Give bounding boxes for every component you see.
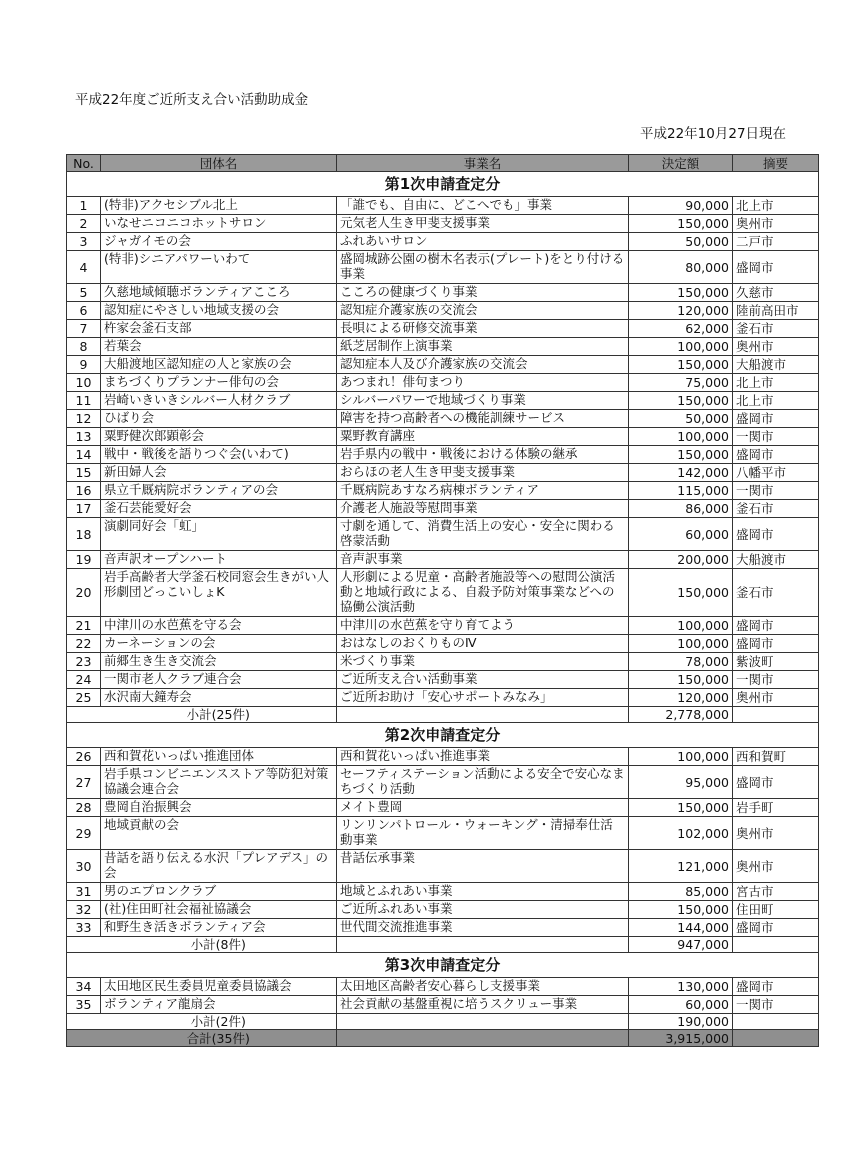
- project-name: リンリンパトロール・ウォーキング・清掃奉仕活動事業: [337, 817, 629, 850]
- group-name: 音声訳オープンハート: [101, 551, 337, 569]
- section-heading-row: [67, 953, 819, 978]
- row-number: 24: [67, 671, 101, 689]
- total-label: 合計(35件): [101, 1030, 337, 1047]
- note: 北上市: [733, 374, 819, 392]
- row-number: 30: [67, 850, 101, 883]
- project-name: 西和賀花いっぱい推進事業: [337, 748, 629, 766]
- project-name: 昔話伝承事業: [337, 850, 629, 883]
- group-name: 岩手県コンビニエンスストア等防犯対策協議会連合会: [101, 766, 337, 799]
- amount: 90,000: [629, 197, 733, 215]
- table-row: [67, 850, 819, 883]
- note: 大船渡市: [733, 356, 819, 374]
- section-heading-row: [67, 172, 819, 197]
- subtotal-amount: 190,000: [629, 1014, 733, 1030]
- table-row: [67, 464, 819, 482]
- row-number: 33: [67, 919, 101, 937]
- project-name: ご近所ふれあい事業: [337, 901, 629, 919]
- note: 一関市: [733, 996, 819, 1014]
- project-name: 盛岡城跡公園の樹木名表示(プレート)をとり付ける事業: [337, 251, 629, 284]
- note: 盛岡市: [733, 617, 819, 635]
- note: 盛岡市: [733, 251, 819, 284]
- header-note: 摘要: [733, 155, 819, 172]
- project-name: 太田地区高齢者安心暮らし支援事業: [337, 978, 629, 996]
- project-name: 世代間交流推進事業: [337, 919, 629, 937]
- table-row: [67, 617, 819, 635]
- note: 釜石市: [733, 569, 819, 617]
- amount: 100,000: [629, 748, 733, 766]
- note: 宮古市: [733, 883, 819, 901]
- subtotal-label: 小計(25件): [101, 707, 337, 723]
- amount: 115,000: [629, 482, 733, 500]
- group-name: カーネーションの会: [101, 635, 337, 653]
- subtotal-blank-3: [733, 707, 819, 723]
- amount: 95,000: [629, 766, 733, 799]
- amount: 100,000: [629, 338, 733, 356]
- row-number: 2: [67, 215, 101, 233]
- subtotal-blank: [67, 1014, 101, 1030]
- group-name: いなせニコニコホットサロン: [101, 215, 337, 233]
- note: 奥州市: [733, 338, 819, 356]
- row-number: 10: [67, 374, 101, 392]
- group-name: 地域貢献の会: [101, 817, 337, 850]
- section-heading: 第1次申請査定分: [67, 172, 819, 197]
- project-name: 米づくり事業: [337, 653, 629, 671]
- row-number: 4: [67, 251, 101, 284]
- table-row: [67, 671, 819, 689]
- group-name: 久慈地域傾聴ボランティアこころ: [101, 284, 337, 302]
- table-row: [67, 374, 819, 392]
- row-number: 20: [67, 569, 101, 617]
- group-name: (社)住田町社会福祉協議会: [101, 901, 337, 919]
- subtotal-blank-3: [733, 937, 819, 953]
- note: 久慈市: [733, 284, 819, 302]
- row-number: 28: [67, 799, 101, 817]
- table-row: [67, 197, 819, 215]
- project-name: こころの健康づくり事業: [337, 284, 629, 302]
- group-name: 豊岡自治振興会: [101, 799, 337, 817]
- note: 盛岡市: [733, 978, 819, 996]
- group-name: (特非)アクセシブル北上: [101, 197, 337, 215]
- note: 奥州市: [733, 215, 819, 233]
- table-row: [67, 653, 819, 671]
- project-name: 千厩病院あすなろ病棟ボランティア: [337, 482, 629, 500]
- row-number: 14: [67, 446, 101, 464]
- project-name: 「誰でも、自由に、どこへでも」事業: [337, 197, 629, 215]
- group-name: 認知症にやさしい地域支援の会: [101, 302, 337, 320]
- note: 岩手町: [733, 799, 819, 817]
- row-number: 19: [67, 551, 101, 569]
- total-row: [67, 1030, 819, 1047]
- amount: 60,000: [629, 996, 733, 1014]
- section-heading: 第3次申請査定分: [67, 953, 819, 978]
- row-number: 3: [67, 233, 101, 251]
- project-name: おらほの老人生き甲斐支援事業: [337, 464, 629, 482]
- project-name: ご近所支え合い活動事業: [337, 671, 629, 689]
- group-name: 県立千厩病院ボランティアの会: [101, 482, 337, 500]
- amount: 121,000: [629, 850, 733, 883]
- row-number: 35: [67, 996, 101, 1014]
- project-name: あつまれ！俳句まつり: [337, 374, 629, 392]
- amount: 142,000: [629, 464, 733, 482]
- group-name: (特非)シニアパワーいわて: [101, 251, 337, 284]
- table-row: [67, 978, 819, 996]
- project-name: 介護老人施設等慰問事業: [337, 500, 629, 518]
- row-number: 21: [67, 617, 101, 635]
- note: 奥州市: [733, 817, 819, 850]
- group-name: 岩手高齢者大学釜石校同窓会生きがい人形劇団どっこいしょK: [101, 569, 337, 617]
- subtotal-amount: 2,778,000: [629, 707, 733, 723]
- row-number: 25: [67, 689, 101, 707]
- project-name: 元気老人生き甲斐支援事業: [337, 215, 629, 233]
- project-name: 認知症介護家族の交流会: [337, 302, 629, 320]
- project-name: 中津川の水芭蕉を守り育てよう: [337, 617, 629, 635]
- group-name: 西和賀花いっぱい推進団体: [101, 748, 337, 766]
- group-name: 岩崎いきいきシルバー人材クラブ: [101, 392, 337, 410]
- group-name: 杵家会釜石支部: [101, 320, 337, 338]
- group-name: 太田地区民生委員児童委員協議会: [101, 978, 337, 996]
- table-body: [67, 172, 819, 1047]
- row-number: 31: [67, 883, 101, 901]
- note: 西和賀町: [733, 748, 819, 766]
- table-row: [67, 356, 819, 374]
- project-name: セーフティステーション活動による安全で安心なまちづくり活動: [337, 766, 629, 799]
- table-row: [67, 551, 819, 569]
- amount: 150,000: [629, 356, 733, 374]
- section-heading-row: [67, 723, 819, 748]
- table-row: [67, 251, 819, 284]
- project-name: ふれあいサロン: [337, 233, 629, 251]
- amount: 130,000: [629, 978, 733, 996]
- table-row: [67, 338, 819, 356]
- group-name: 演劇同好会「虹」: [101, 518, 337, 551]
- table-row: [67, 635, 819, 653]
- subtotal-row: [67, 1014, 819, 1030]
- row-number: 16: [67, 482, 101, 500]
- total-blank-2: [337, 1030, 629, 1047]
- note: 盛岡市: [733, 518, 819, 551]
- table-row: [67, 799, 819, 817]
- group-name: 一関市老人クラブ連合会: [101, 671, 337, 689]
- table-row: [67, 919, 819, 937]
- table-row: [67, 500, 819, 518]
- amount: 60,000: [629, 518, 733, 551]
- subtotal-label: 小計(2件): [101, 1014, 337, 1030]
- subtotal-blank: [67, 937, 101, 953]
- amount: 150,000: [629, 446, 733, 464]
- note: 釜石市: [733, 320, 819, 338]
- table-row: [67, 996, 819, 1014]
- group-name: 中津川の水芭蕉を守る会: [101, 617, 337, 635]
- subtotal-amount: 947,000: [629, 937, 733, 953]
- table-row: [67, 883, 819, 901]
- subtotal-blank: [67, 707, 101, 723]
- group-name: 和野生き活きボランティア会: [101, 919, 337, 937]
- subtotal-blank-2: [337, 937, 629, 953]
- amount: 100,000: [629, 617, 733, 635]
- project-name: 長唄による研修交流事業: [337, 320, 629, 338]
- row-number: 22: [67, 635, 101, 653]
- amount: 50,000: [629, 410, 733, 428]
- project-name: ご近所お助け「安心サポートみなみ」: [337, 689, 629, 707]
- note: 一関市: [733, 671, 819, 689]
- amount: 80,000: [629, 251, 733, 284]
- project-name: 社会貢献の基盤重視に培うスクリュー事業: [337, 996, 629, 1014]
- amount: 150,000: [629, 284, 733, 302]
- table-row: [67, 901, 819, 919]
- group-name: ひばり会: [101, 410, 337, 428]
- amount: 100,000: [629, 635, 733, 653]
- amount: 120,000: [629, 302, 733, 320]
- note: 盛岡市: [733, 766, 819, 799]
- group-name: 新田婦人会: [101, 464, 337, 482]
- total-amount: 3,915,000: [629, 1030, 733, 1047]
- project-name: 紙芝居制作上演事業: [337, 338, 629, 356]
- note: 陸前高田市: [733, 302, 819, 320]
- amount: 144,000: [629, 919, 733, 937]
- amount: 85,000: [629, 883, 733, 901]
- group-name: 戦中・戦後を語りつぐ会(いわて): [101, 446, 337, 464]
- project-name: 障害を持つ高齢者への機能訓練サービス: [337, 410, 629, 428]
- row-number: 32: [67, 901, 101, 919]
- row-number: 17: [67, 500, 101, 518]
- table-row: [67, 817, 819, 850]
- note: 盛岡市: [733, 919, 819, 937]
- table-row: [67, 482, 819, 500]
- row-number: 34: [67, 978, 101, 996]
- group-name: 大船渡地区認知症の人と家族の会: [101, 356, 337, 374]
- row-number: 15: [67, 464, 101, 482]
- table-row: [67, 392, 819, 410]
- project-name: 寸劇を通して、消費生活上の安心・安全に関わる啓蒙活動: [337, 518, 629, 551]
- table-row: [67, 766, 819, 799]
- amount: 100,000: [629, 428, 733, 446]
- note: 奥州市: [733, 850, 819, 883]
- table-row: [67, 569, 819, 617]
- table-row: [67, 233, 819, 251]
- amount: 102,000: [629, 817, 733, 850]
- table-row: [67, 302, 819, 320]
- note: 盛岡市: [733, 410, 819, 428]
- total-blank: [67, 1030, 101, 1047]
- note: 北上市: [733, 392, 819, 410]
- document-title: 平成22年度ご近所支え合い活動助成金: [75, 92, 309, 108]
- header-project: 事業名: [337, 155, 629, 172]
- subtotal-blank-2: [337, 707, 629, 723]
- row-number: 13: [67, 428, 101, 446]
- row-number: 5: [67, 284, 101, 302]
- row-number: 7: [67, 320, 101, 338]
- note: 一関市: [733, 428, 819, 446]
- header-amount: 決定額: [629, 155, 733, 172]
- note: 二戸市: [733, 233, 819, 251]
- table-row: [67, 215, 819, 233]
- amount: 86,000: [629, 500, 733, 518]
- group-name: まちづくりプランナー俳句の会: [101, 374, 337, 392]
- row-number: 8: [67, 338, 101, 356]
- note: 釜石市: [733, 500, 819, 518]
- project-name: 岩手県内の戦中・戦後における体験の継承: [337, 446, 629, 464]
- as-of-date: 平成22年10月27日現在: [640, 126, 787, 142]
- project-name: シルバーパワーで地域づくり事業: [337, 392, 629, 410]
- table-row: [67, 410, 819, 428]
- row-number: 11: [67, 392, 101, 410]
- row-number: 1: [67, 197, 101, 215]
- row-number: 23: [67, 653, 101, 671]
- note: 北上市: [733, 197, 819, 215]
- amount: 120,000: [629, 689, 733, 707]
- table-row: [67, 284, 819, 302]
- group-name: 前郷生き生き交流会: [101, 653, 337, 671]
- group-name: 粟野健次郎顕彰会: [101, 428, 337, 446]
- note: 一関市: [733, 482, 819, 500]
- row-number: 18: [67, 518, 101, 551]
- table-row: [67, 446, 819, 464]
- amount: 150,000: [629, 901, 733, 919]
- grant-table: [66, 154, 819, 1047]
- project-name: おはなしのおくりものⅣ: [337, 635, 629, 653]
- table-row: [67, 320, 819, 338]
- table-row: [67, 518, 819, 551]
- note: 盛岡市: [733, 635, 819, 653]
- amount: 150,000: [629, 569, 733, 617]
- subtotal-blank-2: [337, 1014, 629, 1030]
- note: 盛岡市: [733, 446, 819, 464]
- amount: 150,000: [629, 215, 733, 233]
- amount: 75,000: [629, 374, 733, 392]
- note: 八幡平市: [733, 464, 819, 482]
- section-heading: 第2次申請査定分: [67, 723, 819, 748]
- group-name: 男のエプロンクラブ: [101, 883, 337, 901]
- note: 奥州市: [733, 689, 819, 707]
- total-blank-3: [733, 1030, 819, 1047]
- row-number: 12: [67, 410, 101, 428]
- group-name: ボランティア龍扇会: [101, 996, 337, 1014]
- subtotal-blank-3: [733, 1014, 819, 1030]
- amount: 62,000: [629, 320, 733, 338]
- subtotal-row: [67, 937, 819, 953]
- project-name: 粟野教育講座: [337, 428, 629, 446]
- project-name: 人形劇による児童・高齢者施設等への慰問公演活動と地域行政による、自殺予防対策事業などへの協働公演活動: [337, 569, 629, 617]
- amount: 150,000: [629, 392, 733, 410]
- header-no: No.: [67, 155, 101, 172]
- amount: 150,000: [629, 799, 733, 817]
- row-number: 6: [67, 302, 101, 320]
- subtotal-label: 小計(8件): [101, 937, 337, 953]
- note: 紫波町: [733, 653, 819, 671]
- note: 大船渡市: [733, 551, 819, 569]
- amount: 78,000: [629, 653, 733, 671]
- header-group: 団体名: [101, 155, 337, 172]
- row-number: 27: [67, 766, 101, 799]
- note: 住田町: [733, 901, 819, 919]
- row-number: 9: [67, 356, 101, 374]
- subtotal-row: [67, 707, 819, 723]
- row-number: 26: [67, 748, 101, 766]
- table-row: [67, 748, 819, 766]
- amount: 50,000: [629, 233, 733, 251]
- group-name: 若葉会: [101, 338, 337, 356]
- group-name: ジャガイモの会: [101, 233, 337, 251]
- project-name: 認知症本人及び介護家族の交流会: [337, 356, 629, 374]
- amount: 200,000: [629, 551, 733, 569]
- table-row: [67, 689, 819, 707]
- project-name: メイト豊岡: [337, 799, 629, 817]
- group-name: 昔話を語り伝える水沢「プレアデス」の会: [101, 850, 337, 883]
- group-name: 釜石芸能愛好会: [101, 500, 337, 518]
- table-row: [67, 428, 819, 446]
- project-name: 音声訳事業: [337, 551, 629, 569]
- amount: 150,000: [629, 671, 733, 689]
- row-number: 29: [67, 817, 101, 850]
- table-header-row: [67, 155, 819, 172]
- group-name: 水沢南大鐘寿会: [101, 689, 337, 707]
- project-name: 地域とふれあい事業: [337, 883, 629, 901]
